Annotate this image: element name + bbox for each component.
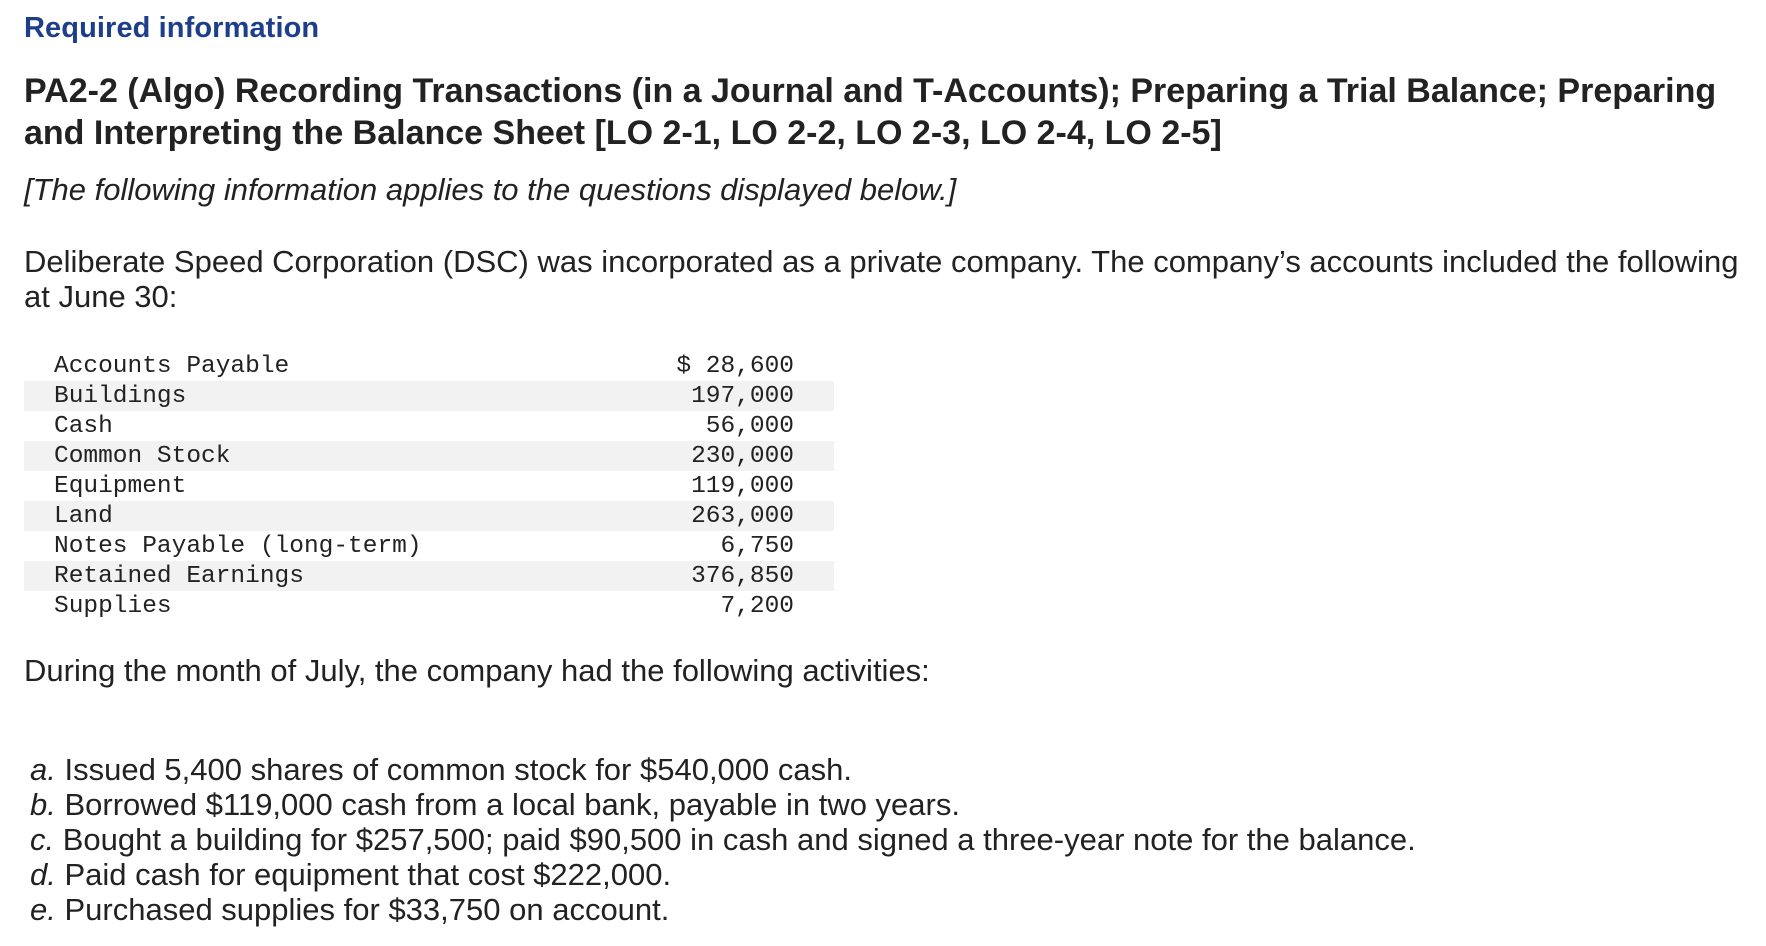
account-row xyxy=(24,381,834,411)
account-amount: 230,000 xyxy=(691,442,794,470)
account-name: Supplies xyxy=(54,592,172,620)
activity-letter: e. xyxy=(30,892,56,927)
activity-item xyxy=(30,892,1416,927)
account-amount: 263,000 xyxy=(691,502,794,530)
activity-item xyxy=(30,857,1416,892)
account-amount: 376,850 xyxy=(691,562,794,590)
account-amount: 7,200 xyxy=(720,592,794,620)
activity-text: Issued 5,400 shares of common stock for $540,000 cash. xyxy=(64,752,852,787)
account-row xyxy=(24,501,834,531)
account-amount: $ 28,600 xyxy=(676,352,794,380)
applies-note: [The following information applies to the questions displayed below.] xyxy=(24,172,957,207)
activity-text: Purchased supplies for $33,750 on account. xyxy=(64,892,670,927)
account-name: Accounts Payable xyxy=(54,352,290,380)
intro-paragraph: Deliberate Speed Corporation (DSC) was incorporated as a private company. The company’s accounts included the following at June 30: xyxy=(24,244,1739,314)
account-name: Buildings xyxy=(54,382,187,410)
account-row xyxy=(24,441,834,471)
account-amount: 56,000 xyxy=(705,412,794,440)
account-row xyxy=(24,411,834,441)
activity-text: Paid cash for equipment that cost $222,000. xyxy=(64,857,672,892)
activity-item xyxy=(30,822,1416,857)
activities-list xyxy=(30,752,1416,927)
account-row xyxy=(24,561,834,591)
activity-letter: c. xyxy=(30,822,55,857)
activity-item xyxy=(30,787,1416,822)
account-name: Retained Earnings xyxy=(54,562,304,590)
activity-item xyxy=(30,752,1416,787)
accounts-table xyxy=(24,351,834,621)
account-row xyxy=(24,471,834,501)
activity-letter: a. xyxy=(30,752,56,787)
account-row xyxy=(24,591,834,621)
activity-letter: b. xyxy=(30,787,56,822)
problem-title: PA2-2 (Algo) Recording Transactions (in a Journal and T-Accounts); Preparing a Trial Balance; Preparing and Interpreting the Balance Sheet [LO 2-1, LO 2-2, LO 2-3, LO 2-4, LO 2-5] xyxy=(24,72,1717,152)
activity-text: Borrowed $119,000 cash from a local bank, payable in two years. xyxy=(64,787,960,822)
during-month-text: During the month of July, the company had the following activities: xyxy=(24,653,930,688)
account-row xyxy=(24,351,834,381)
account-amount: 6,750 xyxy=(720,532,794,560)
account-name: Notes Payable (long-term) xyxy=(54,532,422,560)
account-name: Equipment xyxy=(54,472,187,500)
account-amount: 197,000 xyxy=(691,382,794,410)
account-name: Common Stock xyxy=(54,442,231,470)
required-information-heading: Required information xyxy=(24,12,320,44)
activity-text: Bought a building for $257,500; paid $90,500 in cash and signed a three-year note for the balance. xyxy=(62,822,1416,857)
account-name: Land xyxy=(54,502,113,530)
account-row xyxy=(24,531,834,561)
account-amount: 119,000 xyxy=(691,472,794,500)
account-name: Cash xyxy=(54,412,113,440)
activity-letter: d. xyxy=(30,857,56,892)
